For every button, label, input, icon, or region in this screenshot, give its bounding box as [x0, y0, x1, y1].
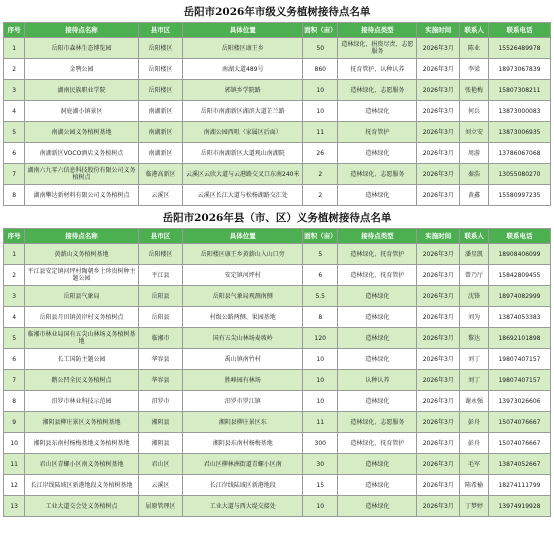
table-cell: 谢永强 — [460, 391, 489, 412]
table-cell: 湘阴县柳庄景区义务植树基地 — [25, 412, 138, 433]
table-cell: 9 — [4, 412, 25, 433]
table-cell: 岳阳楼区 — [138, 59, 183, 80]
table-cell: 汨罗市罗江镇 — [183, 391, 303, 412]
column-header: 实施时间 — [417, 229, 460, 244]
table-cell: 刘丁 — [460, 370, 489, 391]
table-cell: 张艳梅 — [460, 80, 489, 101]
table-cell: 李梁 — [460, 59, 489, 80]
table-cell: 湘阴县东南村杨梅基地义务植树基地 — [25, 433, 138, 454]
table-cell: 2026年3月 — [417, 475, 460, 496]
table-cell: 2026年3月 — [417, 454, 460, 475]
table-cell: 860 — [303, 59, 338, 80]
table-cell: 造林绿化 — [338, 143, 417, 164]
table-cell: 长工国防主题公园 — [25, 349, 138, 370]
column-header: 实施时间 — [417, 23, 460, 38]
table-cell: 岳阳市森林生态博览园 — [25, 38, 138, 59]
table-row — [4, 370, 551, 391]
table-row — [4, 433, 551, 454]
table-cell: 华容县 — [138, 370, 183, 391]
table-cell: 6 — [4, 143, 25, 164]
table-cell: 造林绿化、志愿服务 — [338, 80, 417, 101]
county-table-title: 岳阳市2026年县（市、区）义务植树接待点名单 — [162, 212, 392, 224]
table-cell: 工业大道与西大堤交接处 — [183, 496, 303, 517]
table-cell: 湘阴县 — [138, 433, 183, 454]
table-cell: 黎达 — [460, 328, 489, 349]
table-cell: 2026年3月 — [417, 328, 460, 349]
table-cell: 2 — [303, 164, 338, 185]
table-cell: 2026年3月 — [417, 412, 460, 433]
table-cell: 造林绿化、抚育管护 — [338, 244, 417, 265]
table-cell: 2026年3月 — [417, 391, 460, 412]
county-header-row — [4, 229, 551, 244]
table-cell: 华容县 — [138, 349, 183, 370]
table-cell: 曾乃厅 — [460, 265, 489, 286]
table-cell: 3 — [4, 286, 25, 307]
table-cell: 汨罗市林业科技示范园 — [25, 391, 138, 412]
table-cell: 洞庭湖小镇景区 — [25, 101, 138, 122]
table-row — [4, 101, 551, 122]
table-cell: 2026年3月 — [417, 496, 460, 517]
table-row — [4, 80, 551, 101]
table-cell: 2 — [4, 59, 25, 80]
table-cell: 11 — [303, 412, 338, 433]
table-cell: 湖南民族职业学院 — [25, 80, 138, 101]
table-cell: 云溪区 — [138, 185, 183, 206]
table-cell: 安定镇河坪村 — [183, 265, 303, 286]
column-header: 联系人 — [460, 23, 489, 38]
table-cell: 18908406099 — [488, 244, 550, 265]
table-cell: 南湖新区 — [138, 101, 183, 122]
table-cell: 1 — [4, 244, 25, 265]
table-cell: 10 — [303, 370, 338, 391]
table-cell: 岳阳县 — [138, 286, 183, 307]
table-cell: 2026年3月 — [417, 38, 460, 59]
table-cell: 30 — [303, 454, 338, 475]
table-cell: 云溪区云欣大道与云港路交叉口东南240米 — [183, 164, 303, 185]
table-cell: 岳阳楼区康王乡黄薪山入山口旁 — [183, 244, 303, 265]
table-cell: 何兵 — [460, 101, 489, 122]
table-cell: 造林绿化、抚育管护 — [338, 433, 417, 454]
table-row — [4, 349, 551, 370]
table-cell: 8 — [303, 307, 338, 328]
table-cell: 10 — [303, 496, 338, 517]
column-header: 县市区 — [138, 229, 183, 244]
table-row — [4, 185, 551, 206]
table-cell: 造林绿化、志愿服务 — [338, 412, 417, 433]
table-cell: 5.5 — [303, 286, 338, 307]
table-row — [4, 454, 551, 475]
table-cell: 彭舟 — [460, 433, 489, 454]
table-cell: 13874052667 — [488, 454, 550, 475]
table-cell: 国有五尖山林场麦坡岭 — [183, 328, 303, 349]
table-cell: 鹅公凹全民义务植树点 — [25, 370, 138, 391]
table-cell: 临湘市 — [138, 328, 183, 349]
table-cell: 5 — [4, 328, 25, 349]
table-cell: 刘为 — [460, 307, 489, 328]
table-cell: 13786067068 — [488, 143, 550, 164]
table-cell: 村级公路两侧、果园基地 — [183, 307, 303, 328]
column-header: 序号 — [4, 229, 25, 244]
table-cell: 云溪区长江大道与松杨湖路交汇处 — [183, 185, 303, 206]
table-cell: 禹山镇南竹村 — [183, 349, 303, 370]
table-cell: 造林绿化 — [338, 286, 417, 307]
table-cell: 2026年3月 — [417, 80, 460, 101]
table-cell: 2 — [303, 185, 338, 206]
column-header: 联系人 — [460, 229, 489, 244]
column-header: 接待点类型 — [338, 229, 417, 244]
table-cell: 造林绿化 — [338, 496, 417, 517]
table-cell: 13873000083 — [488, 101, 550, 122]
table-cell: 8 — [4, 391, 25, 412]
table-cell: 胜峰园有林场 — [183, 370, 303, 391]
table-cell: 13973026606 — [488, 391, 550, 412]
table-cell: 5 — [4, 122, 25, 143]
table-cell: 造林绿化 — [338, 475, 417, 496]
table-row — [4, 265, 551, 286]
column-header: 具体位置 — [183, 23, 303, 38]
column-header: 联系电话 — [488, 229, 550, 244]
table-cell: 2026年3月 — [417, 286, 460, 307]
city-header-row — [4, 23, 551, 38]
table-cell: 黄鑫 — [460, 185, 489, 206]
column-header: 接待点名称 — [25, 23, 138, 38]
table-cell: 18692101898 — [488, 328, 550, 349]
table-cell: 南湖公园西咀（家属区后面） — [183, 122, 303, 143]
table-cell: 13974919928 — [488, 496, 550, 517]
table-cell: 造林绿化、抚育管护 — [338, 265, 417, 286]
table-cell: 2026年3月 — [417, 122, 460, 143]
table-cell: 造林绿化 — [338, 349, 417, 370]
table-cell: 3 — [4, 80, 25, 101]
table-row — [4, 122, 551, 143]
table-cell: 7 — [4, 164, 25, 185]
table-cell: 26 — [303, 143, 338, 164]
table-cell: 2026年3月 — [417, 307, 460, 328]
table-row — [4, 328, 551, 349]
table-cell: 屈原管理区 — [138, 496, 183, 517]
table-row — [4, 496, 551, 517]
table-cell: 2026年3月 — [417, 349, 460, 370]
table-cell: 10 — [303, 80, 338, 101]
table-cell: 陈业 — [460, 38, 489, 59]
table-cell: 平江县安定镇河坪村陶朝乡土珍贵树种主题公园 — [25, 265, 138, 286]
table-cell: 黄薪山义务植树基地 — [25, 244, 138, 265]
table-row — [4, 307, 551, 328]
table-cell: 6 — [303, 265, 338, 286]
table-cell: 金鹗公园 — [25, 59, 138, 80]
table-cell: 南湖新区 — [138, 122, 183, 143]
table-cell: 15526489978 — [488, 38, 550, 59]
table-cell: 8 — [4, 185, 25, 206]
table-cell: 11 — [303, 122, 338, 143]
table-cell: 岳阳楼区 — [138, 80, 183, 101]
table-cell: 临港高新区 — [138, 164, 183, 185]
table-cell: 湘阴县柳庄景区东 — [183, 412, 303, 433]
column-header: 县市区 — [138, 23, 183, 38]
table-cell: 300 — [303, 433, 338, 454]
table-cell: 10 — [303, 391, 338, 412]
table-cell: 君山区青螺小区南义务植树基地 — [25, 454, 138, 475]
table-cell: 11 — [4, 454, 25, 475]
table-cell: 工业大道交会处义务植树点 — [25, 496, 138, 517]
table-cell: 岳阳楼区 — [138, 38, 183, 59]
table-cell: 秦浩 — [460, 164, 489, 185]
table-cell: 湘阴县东南村杨梅基地 — [183, 433, 303, 454]
table-cell: 郭镇乡学院路 — [183, 80, 303, 101]
table-cell: 南湖新区 — [138, 143, 183, 164]
table-cell: 刘立安 — [460, 122, 489, 143]
table-cell: 2026年3月 — [417, 370, 460, 391]
city-table-title: 岳阳市2026年市级义务植树接待点名单 — [183, 6, 371, 18]
table-row — [4, 38, 551, 59]
table-cell: 1 — [4, 38, 25, 59]
table-cell: 造林绿化 — [338, 101, 417, 122]
table-cell: 造林绿化 — [338, 185, 417, 206]
table-row — [4, 286, 551, 307]
table-cell: 认种认养 — [338, 370, 417, 391]
county-table — [3, 228, 551, 517]
table-cell: 4 — [4, 101, 25, 122]
table-cell: 2026年3月 — [417, 185, 460, 206]
table-cell: 造林绿化、捐资尽责、志愿服务 — [338, 38, 417, 59]
table-cell: 120 — [303, 328, 338, 349]
table-cell: 君山区 — [138, 454, 183, 475]
table-cell: 岳阳市南湖新区大道观山南湖院 — [183, 143, 303, 164]
table-cell: 19807407157 — [488, 349, 550, 370]
table-cell: 造林绿化 — [338, 328, 417, 349]
table-cell: 2026年3月 — [417, 59, 460, 80]
table-cell: 15842809455 — [488, 265, 550, 286]
table-cell: 造林绿化 — [338, 391, 417, 412]
table-cell: 平江县 — [138, 265, 183, 286]
table-cell: 15074076667 — [488, 433, 550, 454]
column-header: 具体位置 — [183, 229, 303, 244]
table-cell: 毛军 — [460, 454, 489, 475]
table-cell: 岳阳市南湖新区湖滨大道芷兰路 — [183, 101, 303, 122]
table-cell: 湖南六九零六信息科技股份有限公司义务植树点 — [25, 164, 138, 185]
table-cell: 彭舟 — [460, 412, 489, 433]
table-cell: 造林绿化、志愿服务 — [338, 164, 417, 185]
table-row — [4, 244, 551, 265]
table-cell: 南湖公园义务植树基地 — [25, 122, 138, 143]
table-cell: 陈希榆 — [460, 475, 489, 496]
table-cell: 抚育管护、认种认养 — [338, 59, 417, 80]
table-cell: 50 — [303, 38, 338, 59]
table-cell: 临湘市林业局国有五尖山林场义务植树基地 — [25, 328, 138, 349]
table-cell: 15580997235 — [488, 185, 550, 206]
table-row — [4, 391, 551, 412]
table-cell: 湖南攀达新材料有限公司义务植树点 — [25, 185, 138, 206]
table-cell: 13055080270 — [488, 164, 550, 185]
table-cell: 2 — [4, 265, 25, 286]
table-cell: 潘星凯 — [460, 244, 489, 265]
table-cell: 沈锋 — [460, 286, 489, 307]
table-cell: 岳阳楼区 — [138, 244, 183, 265]
table-cell: 10 — [303, 101, 338, 122]
column-header: 面积（亩） — [303, 23, 338, 38]
table-cell: 2026年3月 — [417, 265, 460, 286]
table-cell: 13874053383 — [488, 307, 550, 328]
table-cell: 6 — [4, 349, 25, 370]
table-cell: 南湖新区VOCO酒店义务植树点 — [25, 143, 138, 164]
table-cell: 岳阳县 — [138, 307, 183, 328]
table-row — [4, 164, 551, 185]
table-cell: 周游 — [460, 143, 489, 164]
table-cell: 岳阳县气象局观测南侧 — [183, 286, 303, 307]
column-header: 接待点类型 — [338, 23, 417, 38]
table-cell: 长江岸线陆域区新港地段义务植树基地 — [25, 475, 138, 496]
table-cell: 抚育管护 — [338, 122, 417, 143]
table-cell: 2026年3月 — [417, 143, 460, 164]
table-cell: 汨罗市 — [138, 391, 183, 412]
table-cell: 10 — [303, 349, 338, 370]
table-cell: 刘丁 — [460, 349, 489, 370]
table-cell: 7 — [4, 370, 25, 391]
table-cell: 4 — [4, 307, 25, 328]
table-cell: 云溪区 — [138, 475, 183, 496]
table-cell: 15 — [303, 475, 338, 496]
table-row — [4, 59, 551, 80]
table-cell: 19807407157 — [488, 370, 550, 391]
table-cell: 13 — [4, 496, 25, 517]
table-cell: 2026年3月 — [417, 244, 460, 265]
column-header: 面积（亩） — [303, 229, 338, 244]
city-table — [3, 22, 551, 206]
column-header: 联系电话 — [488, 23, 550, 38]
table-cell: 岳阳县气象局 — [25, 286, 138, 307]
table-row — [4, 475, 551, 496]
table-cell: 2026年3月 — [417, 164, 460, 185]
table-cell: 长江岸线陆域区新港地段 — [183, 475, 303, 496]
table-cell: 13873006935 — [488, 122, 550, 143]
table-cell: 丁梦婷 — [460, 496, 489, 517]
table-cell: 2026年3月 — [417, 101, 460, 122]
column-header: 序号 — [4, 23, 25, 38]
table-cell: 2026年3月 — [417, 433, 460, 454]
table-cell: 10 — [4, 433, 25, 454]
table-cell: 造林绿化 — [338, 454, 417, 475]
table-row — [4, 143, 551, 164]
table-cell: 造林绿化 — [338, 307, 417, 328]
table-cell: 15074076667 — [488, 412, 550, 433]
table-row — [4, 412, 551, 433]
table-cell: 南湖大道489号 — [183, 59, 303, 80]
table-cell: 18974082999 — [488, 286, 550, 307]
table-cell: 5 — [303, 244, 338, 265]
table-cell: 湘阴县 — [138, 412, 183, 433]
table-cell: 18973067839 — [488, 59, 550, 80]
table-cell: 岳阳县月田镇黄岸村义务植树点 — [25, 307, 138, 328]
table-cell: 岳阳楼区康王乡 — [183, 38, 303, 59]
table-cell: 12 — [4, 475, 25, 496]
table-cell: 15807308211 — [488, 80, 550, 101]
column-header: 接待点名称 — [25, 229, 138, 244]
table-cell: 18274111799 — [488, 475, 550, 496]
table-cell: 君山区柳林洲街道青螺小区南 — [183, 454, 303, 475]
